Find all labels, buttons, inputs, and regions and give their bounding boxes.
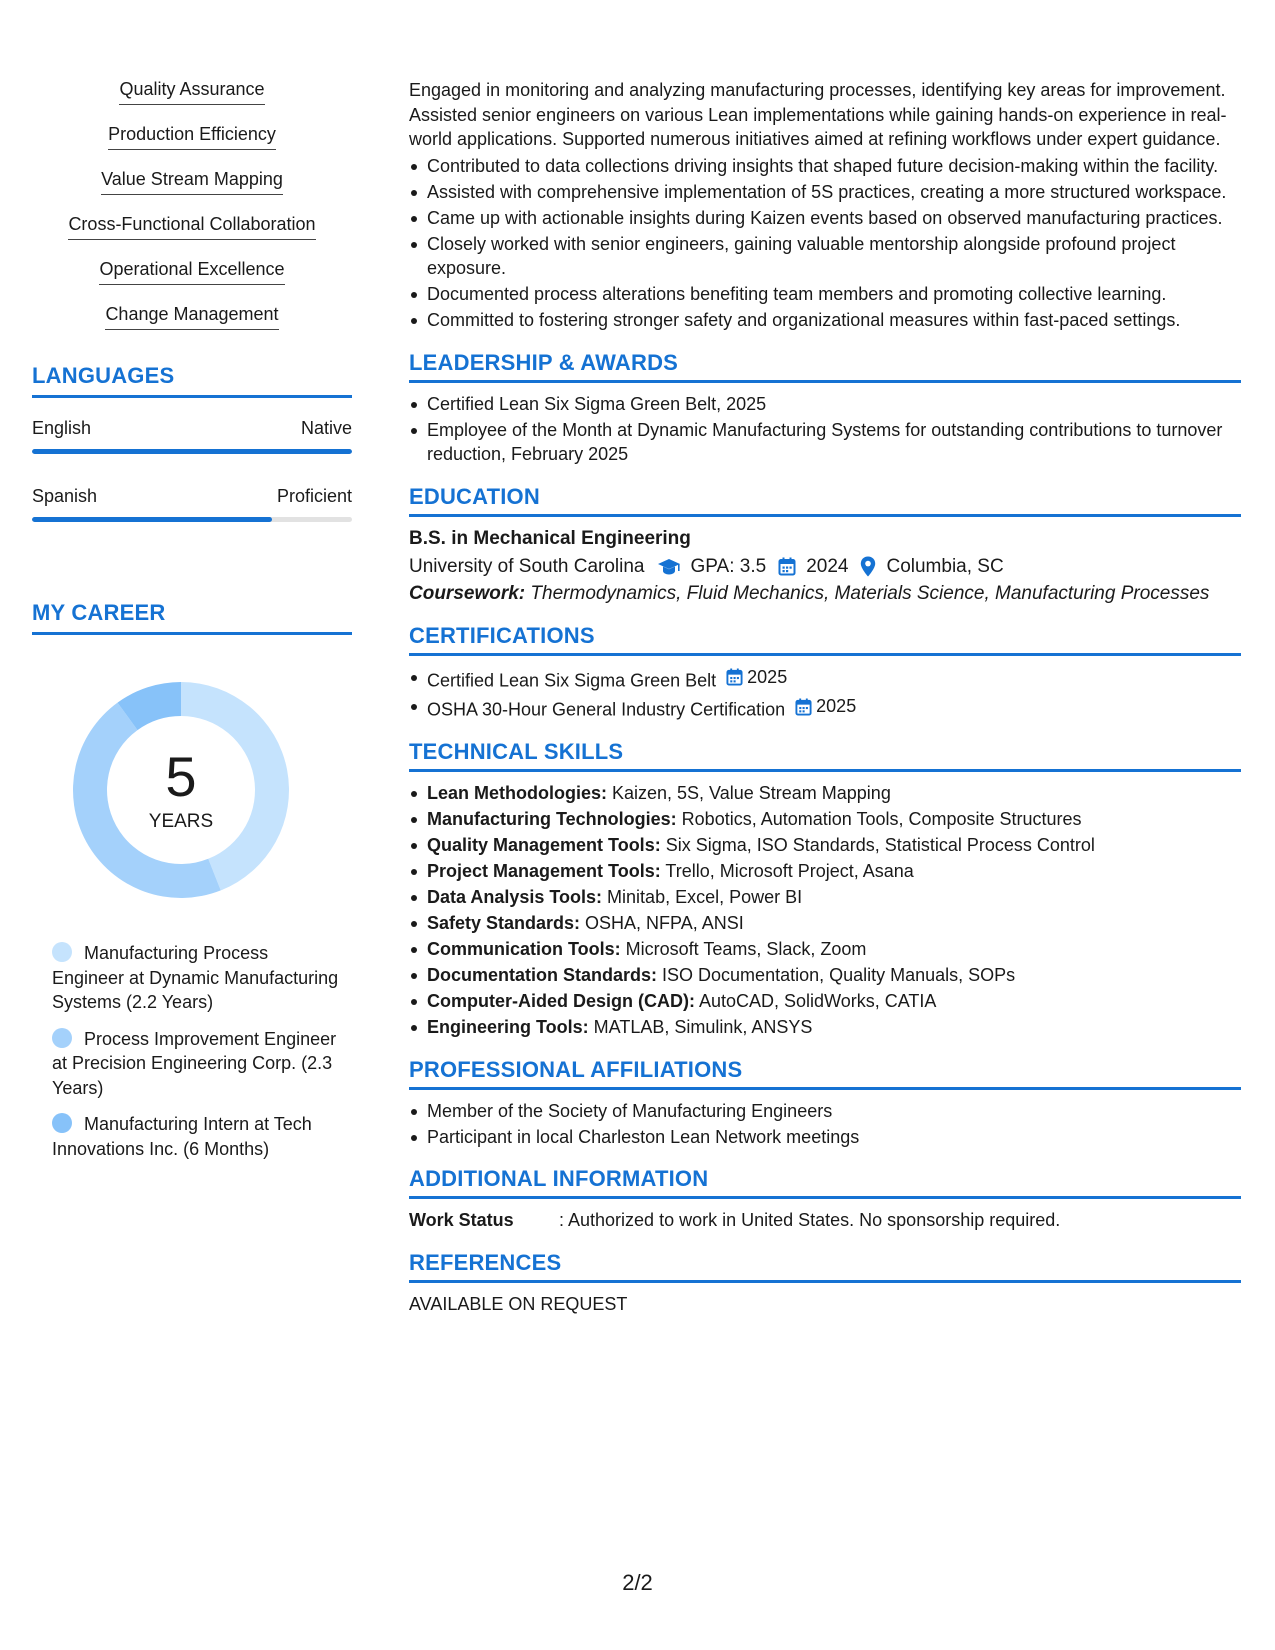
legend-item [52,941,342,1015]
education-degree: B.S. in Mechanical Engineering [409,527,691,549]
list-item [32,258,352,286]
list-item: Employee of the Month at Dynamic Manufacturing Systems for outstanding contributions to turnover reduction, February 2025 [409,418,1241,467]
skill-tag: Value Stream Mapping [101,168,283,195]
career-heading: MY CAREER [32,600,352,635]
certification-name: OSHA 30-Hour General Industry Certification [427,699,786,720]
language-bar [32,449,352,454]
list-item [409,1015,1241,1040]
list-item: Member of the Society of Manufacturing Engineers [409,1099,1241,1124]
skill-values: ISO Documentation, Quality Manuals, SOPs [657,965,1016,985]
skill-category: Quality Management Tools: [427,835,661,855]
list-item: Participant in local Charleston Lean Network meetings [409,1125,1241,1150]
list-item [409,859,1241,884]
right-column [409,78,1241,1316]
graduation-cap-icon [657,558,681,576]
skill-values: Robotics, Automation Tools, Composite Structures [676,809,1082,829]
career-years-number: 5 [165,745,197,808]
skill-category: Communication Tools: [427,939,621,959]
list-item [409,911,1241,936]
skill-category: Engineering Tools: [427,1017,589,1037]
certification-date [795,694,856,719]
work-status-value: : Authorized to work in United States. No sponsorship required. [559,1210,1061,1230]
languages-heading: LANGUAGES [32,363,352,398]
skill-category: Safety Standards: [427,913,581,933]
skill-tag: Production Efficiency [108,123,276,150]
skill-tag: Operational Excellence [99,258,284,285]
left-column [32,78,352,1173]
list-item [409,833,1241,858]
language-row [32,486,352,507]
legend-item [52,1027,342,1101]
career-donut-chart [66,675,296,905]
skill-category: Data Analysis Tools: [427,887,603,907]
calendar-icon [795,698,812,716]
list-item: Certified Lean Six Sigma Green Belt, 2025 [409,392,1241,417]
skill-category: Manufacturing Technologies: [427,809,677,829]
coursework-label: Coursework: [409,582,526,604]
location-pin-icon [860,556,876,577]
certification-name: Certified Lean Six Sigma Green Belt [427,670,717,691]
list-item [409,807,1241,832]
coursework-list: Thermodynamics, Fluid Mechanics, Materials Science, Manufacturing Processes [525,582,1210,604]
language-level: Native [300,418,352,438]
education-year: 2024 [806,555,849,577]
skill-tag: Cross-Functional Collaboration [68,213,315,240]
technical-skills-list [409,781,1241,1040]
references-text: AVAILABLE ON REQUEST [409,1293,628,1314]
skill-values: AutoCAD, SolidWorks, CATIA [695,991,937,1011]
technical-skills-heading: TECHNICAL SKILLS [409,738,1241,772]
language-name: English [32,418,92,438]
language-bar [32,517,352,522]
list-item: Closely worked with senior engineers, gaining valuable mentorship alongside profound project exposure. [409,232,1241,281]
list-item [32,168,352,196]
skill-values: MATLAB, Simulink, ANSYS [588,1017,813,1037]
list-item [409,963,1241,988]
skill-values: OSHA, NFPA, ANSI [580,913,744,933]
language-level: Proficient [276,486,352,506]
list-item [409,781,1241,806]
education-location: Columbia, SC [886,555,1004,577]
language-name: Spanish [32,486,98,506]
list-item [409,885,1241,910]
list-item [409,937,1241,962]
list-item [409,694,1241,722]
certification-date [726,665,787,690]
legend-item [52,1112,342,1161]
list-item: Assisted with comprehensive implementation of 5S practices, creating a more structured workspace. [409,180,1241,205]
leadership-heading: LEADERSHIP & AWARDS [409,349,1241,383]
calendar-icon [778,557,796,576]
career-section [32,600,352,1161]
list-item: Came up with actionable insights during Kaizen events based on observed manufacturing practices. [409,206,1241,231]
languages-section [32,363,352,522]
list-item: Documented process alterations benefiting team members and promoting collective learning. [409,282,1241,307]
legend-label: Process Improvement Engineer at Precision Engineering Corp. (2.3 Years) [52,1028,337,1098]
skill-values: Microsoft Teams, Slack, Zoom [620,939,867,959]
language-bar-fill [32,449,352,454]
career-years-label: YEARS [148,811,214,832]
certifications-list [409,665,1241,722]
list-item: Contributed to data collections driving insights that shaped future decision-making within the facility. [409,154,1241,179]
calendar-icon [726,668,743,686]
education-heading: EDUCATION [409,483,1241,517]
skill-tag: Quality Assurance [119,78,264,105]
list-item: Committed to fostering stronger safety and organizational measures within fast-paced settings. [409,308,1241,333]
work-status-row [409,1208,1241,1233]
skill-values: Trello, Microsoft Project, Asana [660,861,914,881]
experience-bullets [409,154,1241,333]
skill-category: Project Management Tools: [427,861,661,881]
legend-label: Manufacturing Process Engineer at Dynamic Manufacturing Systems (2.2 Years) [52,943,339,1012]
leadership-list [409,392,1241,467]
donut-center [66,675,296,905]
skill-values: Kaizen, 5S, Value Stream Mapping [607,783,891,803]
skill-values: Six Sigma, ISO Standards, Statistical Process Control [660,835,1095,855]
language-bar-fill [32,517,272,522]
list-item [32,78,352,106]
skills-tag-list [32,78,352,331]
legend-dot [52,942,72,962]
certifications-heading: CERTIFICATIONS [409,622,1241,656]
skill-values: Minitab, Excel, Power BI [602,887,803,907]
list-item [409,989,1241,1014]
certification-year: 2025 [747,667,788,687]
additional-info-heading: ADDITIONAL INFORMATION [409,1165,1241,1199]
skill-category: Documentation Standards: [427,965,658,985]
references-heading: REFERENCES [409,1249,1241,1283]
list-item [32,123,352,151]
language-row [32,418,352,439]
affiliations-list [409,1099,1241,1150]
education-coursework [409,582,1241,607]
work-status-label: Work Status [409,1210,514,1230]
legend-dot [52,1113,72,1133]
list-item [32,213,352,241]
page-number: 2/2 [622,1570,653,1595]
career-legend [52,941,342,1161]
certification-year: 2025 [816,696,857,717]
affiliations-heading: PROFESSIONAL AFFILIATIONS [409,1056,1241,1090]
education-details [409,552,1241,582]
skill-category: Lean Methodologies: [427,783,607,803]
list-item [32,303,352,331]
experience-summary: Engaged in monitoring and analyzing manufacturing processes, identifying key areas for improvement. Assisted senior engineers on various Lean implementations while gaining hands-on experience in real-world applications. Supported numerous initiatives aimed at refining workflows under expert guidance. [409,80,1227,149]
skill-category: Computer-Aided Design (CAD): [427,991,695,1011]
education-school: University of South Carolina [409,555,645,577]
legend-dot [52,1028,72,1048]
legend-label: Manufacturing Intern at Tech Innovations Inc. (6 Months) [52,1114,312,1159]
education-gpa: GPA: 3.5 [690,555,767,577]
list-item [409,665,1241,693]
skill-tag: Change Management [105,303,278,330]
